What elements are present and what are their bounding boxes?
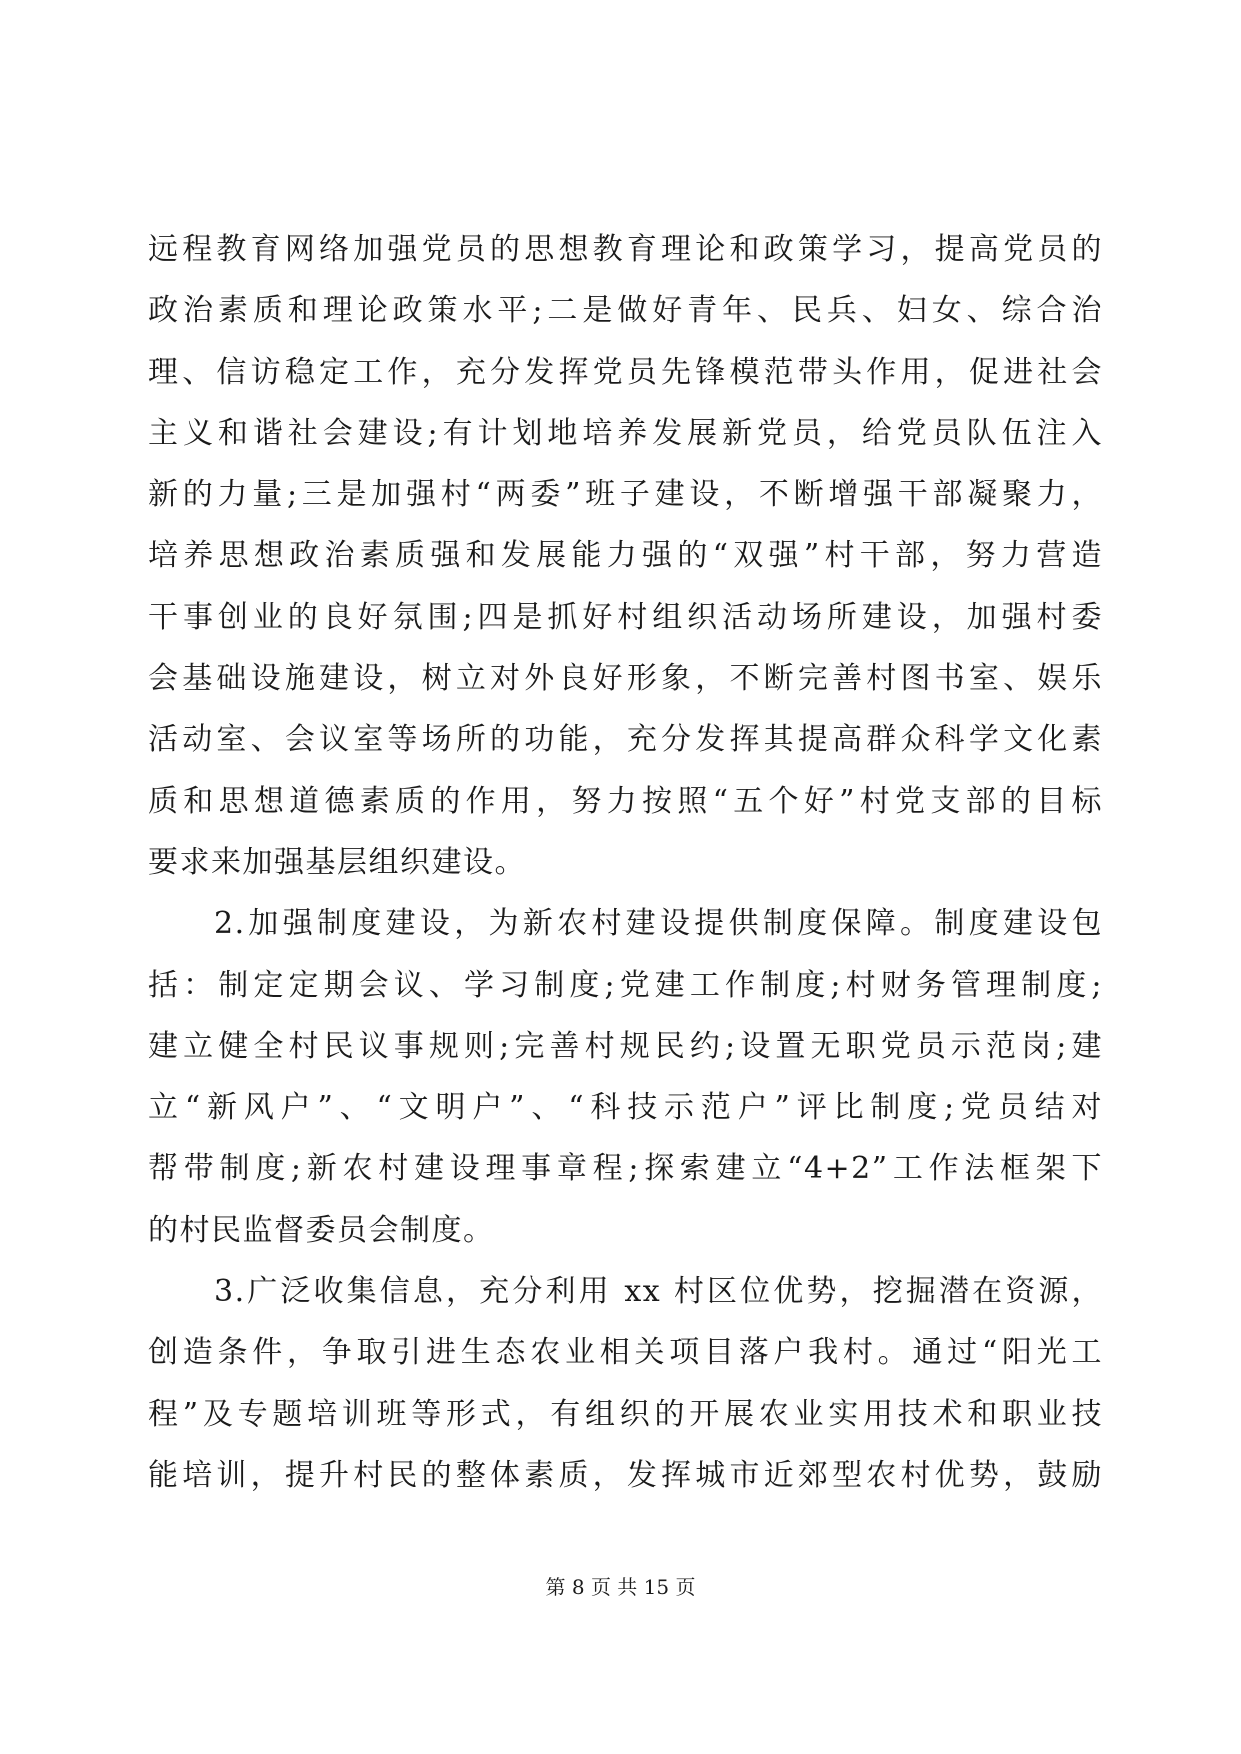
document-body: [148, 228, 1103, 1515]
paragraph-line: 干事创业的良好氛围;四是抓好村组织活动场所建设，加强村委: [148, 599, 1103, 635]
paragraph-line: 2.加强制度建设，为新农村建设提供制度保障。制度建设包: [214, 906, 1103, 942]
paragraph-line: 主义和谐社会建设;有计划地培养发展新党员，给党员队伍注入: [148, 415, 1103, 451]
paragraph-line: 远程教育网络加强党员的思想教育理论和政策学习，提高党员的: [148, 232, 1103, 267]
paragraph-line: 创造条件，争取引进生态农业相关项目落户我村。通过“阳光工: [148, 1335, 1103, 1371]
paragraph-line: 能培训，提升村民的整体素质，发挥城市近郊型农村优势，鼓励: [148, 1457, 1103, 1493]
paragraph-line: 立“新风户”、“文明户”、“科技示范户”评比制度;党员结对: [148, 1090, 1103, 1126]
paragraph-line: 括：制定定期会议、学习制度;党建工作制度;村财务管理制度;: [148, 967, 1103, 1003]
paragraph-line: 培养思想政治素质强和发展能力强的“双强”村干部，努力营造: [148, 538, 1103, 574]
paragraph-line: 理、信访稳定工作，充分发挥党员先锋模范带头作用，促进社会: [148, 354, 1103, 390]
paragraph-line: 活动室、会议室等场所的功能，充分发挥其提高群众科学文化素: [148, 722, 1103, 758]
paragraph-line: 会基础设施建设，树立对外良好形象，不断完善村图书室、娱乐: [148, 661, 1103, 697]
paragraph-line: 质和思想道德素质的作用，努力按照“五个好”村党支部的目标: [148, 783, 1103, 819]
paragraph-line: 的村民监督委员会制度。: [148, 1212, 495, 1248]
paragraph-line: 新的力量;三是加强村“两委”班子建设，不断增强干部凝聚力，: [148, 477, 1103, 513]
paragraph-line: 要求来加强基层组织建设。: [148, 844, 526, 880]
paragraph-line: 3.广泛收集信息，充分利用 xx 村区位优势，挖掘潜在资源，: [214, 1274, 1103, 1310]
paragraph-line: 建立健全村民议事规则;完善村规民约;设置无职党员示范岗;建: [148, 1028, 1103, 1064]
paragraph-line: 政治素质和理论政策水平;二是做好青年、民兵、妇女、综合治: [148, 293, 1103, 329]
paragraph-line: 帮带制度;新农村建设理事章程;探索建立“4+2”工作法框架下: [148, 1151, 1103, 1187]
page-number-footer: 第 8 页 共 15 页: [545, 1575, 696, 1599]
paragraph-line: 程”及专题培训班等形式，有组织的开展农业实用技术和职业技: [148, 1396, 1103, 1432]
